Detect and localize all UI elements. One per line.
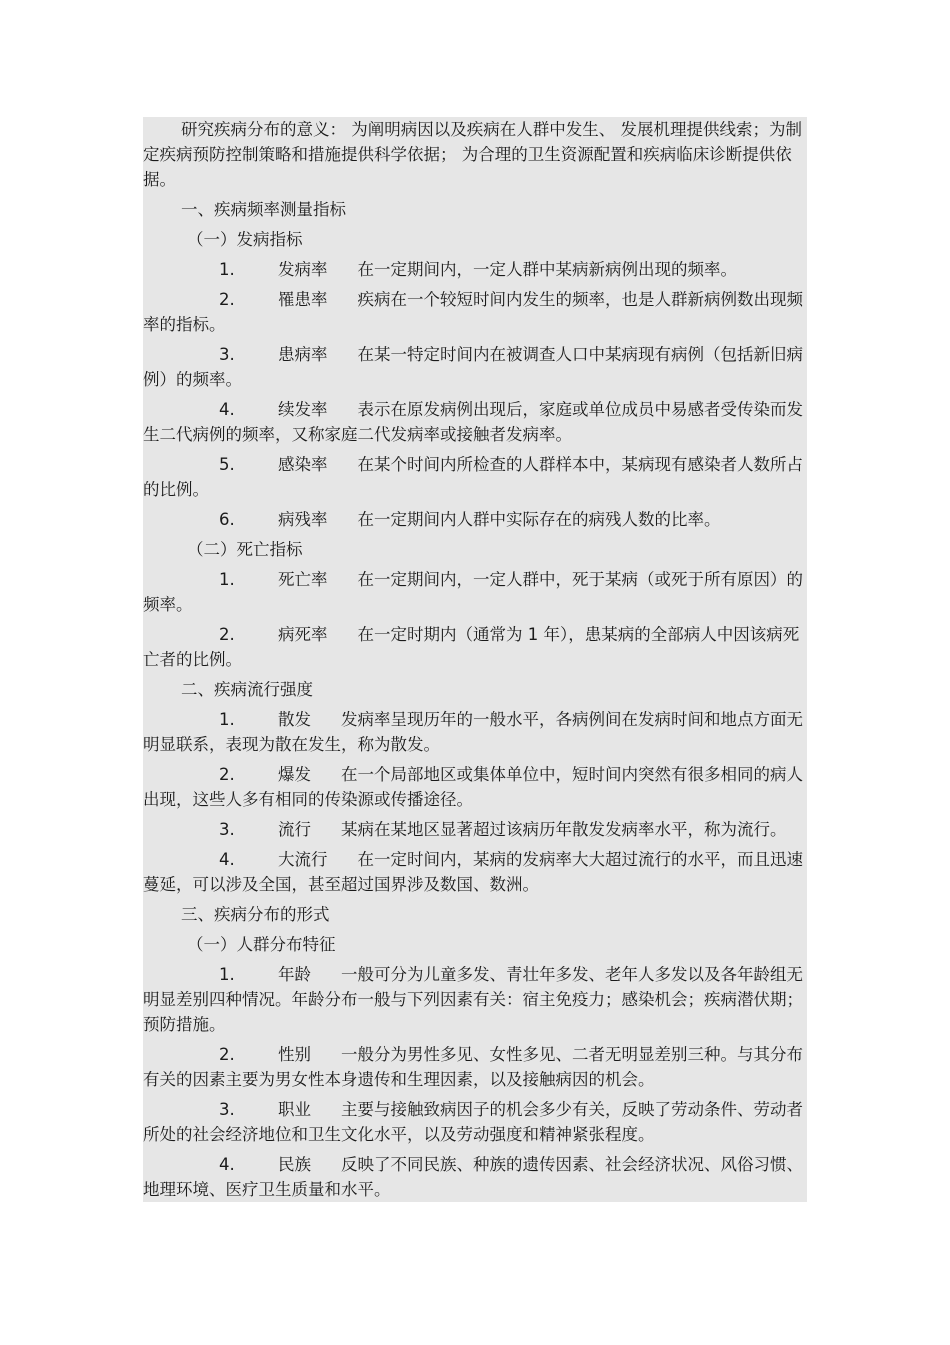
- item-number: 3.: [219, 345, 235, 364]
- list-item: [143, 1042, 807, 1092]
- item-text: 某病在某地区显著超过该病历年散发发病率水平，称为流行。: [341, 820, 787, 839]
- intro-text: 研究疾病分布的意义： 为阐明病因以及疾病在人群中发生、 发展机理提供线索；为制定疾病预防控制策略和措施提供科学依据； 为合理的卫生资源配置和疾病临床诊断提供依据。: [143, 120, 802, 189]
- list-item: [143, 452, 807, 502]
- subsection-heading: [143, 932, 807, 957]
- subheading-text: （一）发病指标: [187, 230, 303, 249]
- list-item: [143, 1152, 807, 1202]
- section-heading: [143, 197, 807, 222]
- item-text: 在一定期间内，一定人群中某病新病例出现的频率。: [357, 260, 737, 279]
- item-number: 1.: [219, 570, 235, 589]
- item-number: 2.: [219, 290, 235, 309]
- subsection-heading: [143, 537, 807, 562]
- heading-text: 一、疾病频率测量指标: [181, 200, 346, 219]
- item-text: 主要与接触致病因子的机会多少有关，反映了劳动条件、劳动者所处的社会经济地位和卫生文化水平，以及劳动强度和精神紧张程度。: [143, 1100, 803, 1144]
- document-body: [143, 117, 807, 1207]
- list-item: [143, 847, 807, 897]
- item-term: 性别: [278, 1045, 311, 1064]
- item-number: 1.: [219, 965, 235, 984]
- list-item: [143, 507, 807, 532]
- item-term: 年龄: [278, 965, 311, 984]
- list-item: [143, 962, 807, 1037]
- subheading-text: （二）死亡指标: [187, 540, 303, 559]
- item-term: 罹患率: [278, 290, 328, 309]
- item-text: 在一定期间内人群中实际存在的病残人数的比率。: [357, 510, 721, 529]
- heading-text: 三、疾病分布的形式: [181, 905, 330, 924]
- item-number: 2.: [219, 1045, 235, 1064]
- item-text: 发病率呈现历年的一般水平，各病例间在发病时间和地点方面无明显联系，表现为散在发生，称为散发。: [143, 710, 803, 754]
- item-number: 4.: [219, 400, 235, 419]
- item-term: 流行: [278, 820, 311, 839]
- item-text: 在一定期间内，一定人群中，死于某病（或死于所有原因）的频率。: [143, 570, 803, 614]
- item-term: 病残率: [278, 510, 328, 529]
- item-number: 6.: [219, 510, 235, 529]
- item-number: 3.: [219, 1100, 235, 1119]
- list-item: [143, 397, 807, 447]
- item-term: 患病率: [278, 345, 328, 364]
- section-heading: [143, 902, 807, 927]
- list-item: [143, 622, 807, 672]
- item-text: 一般分为男性多见、女性多见、二者无明显差别三种。与其分布有关的因素主要为男女性本身遗传和生理因素，以及接触病因的机会。: [143, 1045, 803, 1089]
- item-number: 5.: [219, 455, 235, 474]
- list-item: [143, 257, 807, 282]
- item-term: 爆发: [278, 765, 311, 784]
- subheading-text: （一）人群分布特征: [187, 935, 336, 954]
- item-number: 1.: [219, 260, 235, 279]
- item-number: 2.: [219, 625, 235, 644]
- item-text: 表示在原发病例出现后，家庭或单位成员中易感者受传染而发生二代病例的频率，又称家庭二代发病率或接触者发病率。: [143, 400, 803, 444]
- list-item: [143, 287, 807, 337]
- item-number: 2.: [219, 765, 235, 784]
- item-number: 4.: [219, 850, 235, 869]
- item-term: 续发率: [278, 400, 328, 419]
- item-text: 在某一特定时间内在被调查人口中某病现有病例（包括新旧病例）的频率。: [143, 345, 803, 389]
- list-item: [143, 707, 807, 757]
- item-number: 4.: [219, 1155, 235, 1174]
- list-item: [143, 817, 807, 842]
- list-item: [143, 567, 807, 617]
- item-term: 病死率: [278, 625, 328, 644]
- item-text: 反映了不同民族、种族的遗传因素、社会经济状况、风俗习惯、地理环境、医疗卫生质量和水平。: [143, 1155, 803, 1199]
- list-item: [143, 1097, 807, 1147]
- item-term: 发病率: [278, 260, 328, 279]
- item-text: 一般可分为儿童多发、青壮年多发、老年人多发以及各年龄组无明显差别四种情况。年龄分布一般与下列因素有关：宿主免疫力；感染机会；疾病潜伏期；预防措施。: [143, 965, 803, 1034]
- item-number: 3.: [219, 820, 235, 839]
- intro-paragraph: [143, 117, 807, 192]
- item-number: 1.: [219, 710, 235, 729]
- item-term: 大流行: [278, 850, 328, 869]
- item-text: 在一定时间内，某病的发病率大大超过流行的水平，而且迅速蔓延，可以涉及全国，甚至超过国界涉及数国、数洲。: [143, 850, 803, 894]
- item-term: 职业: [278, 1100, 311, 1119]
- item-text: 在一定时期内（通常为 1 年），患某病的全部病人中因该病死亡者的比例。: [143, 625, 800, 669]
- item-text: 在某个时间内所检查的人群样本中，某病现有感染者人数所占的比例。: [143, 455, 803, 499]
- list-item: [143, 762, 807, 812]
- list-item: [143, 342, 807, 392]
- item-term: 民族: [278, 1155, 311, 1174]
- subsection-heading: [143, 227, 807, 252]
- item-term: 感染率: [278, 455, 328, 474]
- heading-text: 二、疾病流行强度: [181, 680, 313, 699]
- item-text: 在一个局部地区或集体单位中，短时间内突然有很多相同的病人出现，这些人多有相同的传染源或传播途径。: [143, 765, 803, 809]
- section-heading: [143, 677, 807, 702]
- item-term: 散发: [278, 710, 311, 729]
- item-text: 疾病在一个较短时间内发生的频率，也是人群新病例数出现频率的指标。: [143, 290, 803, 334]
- item-term: 死亡率: [278, 570, 328, 589]
